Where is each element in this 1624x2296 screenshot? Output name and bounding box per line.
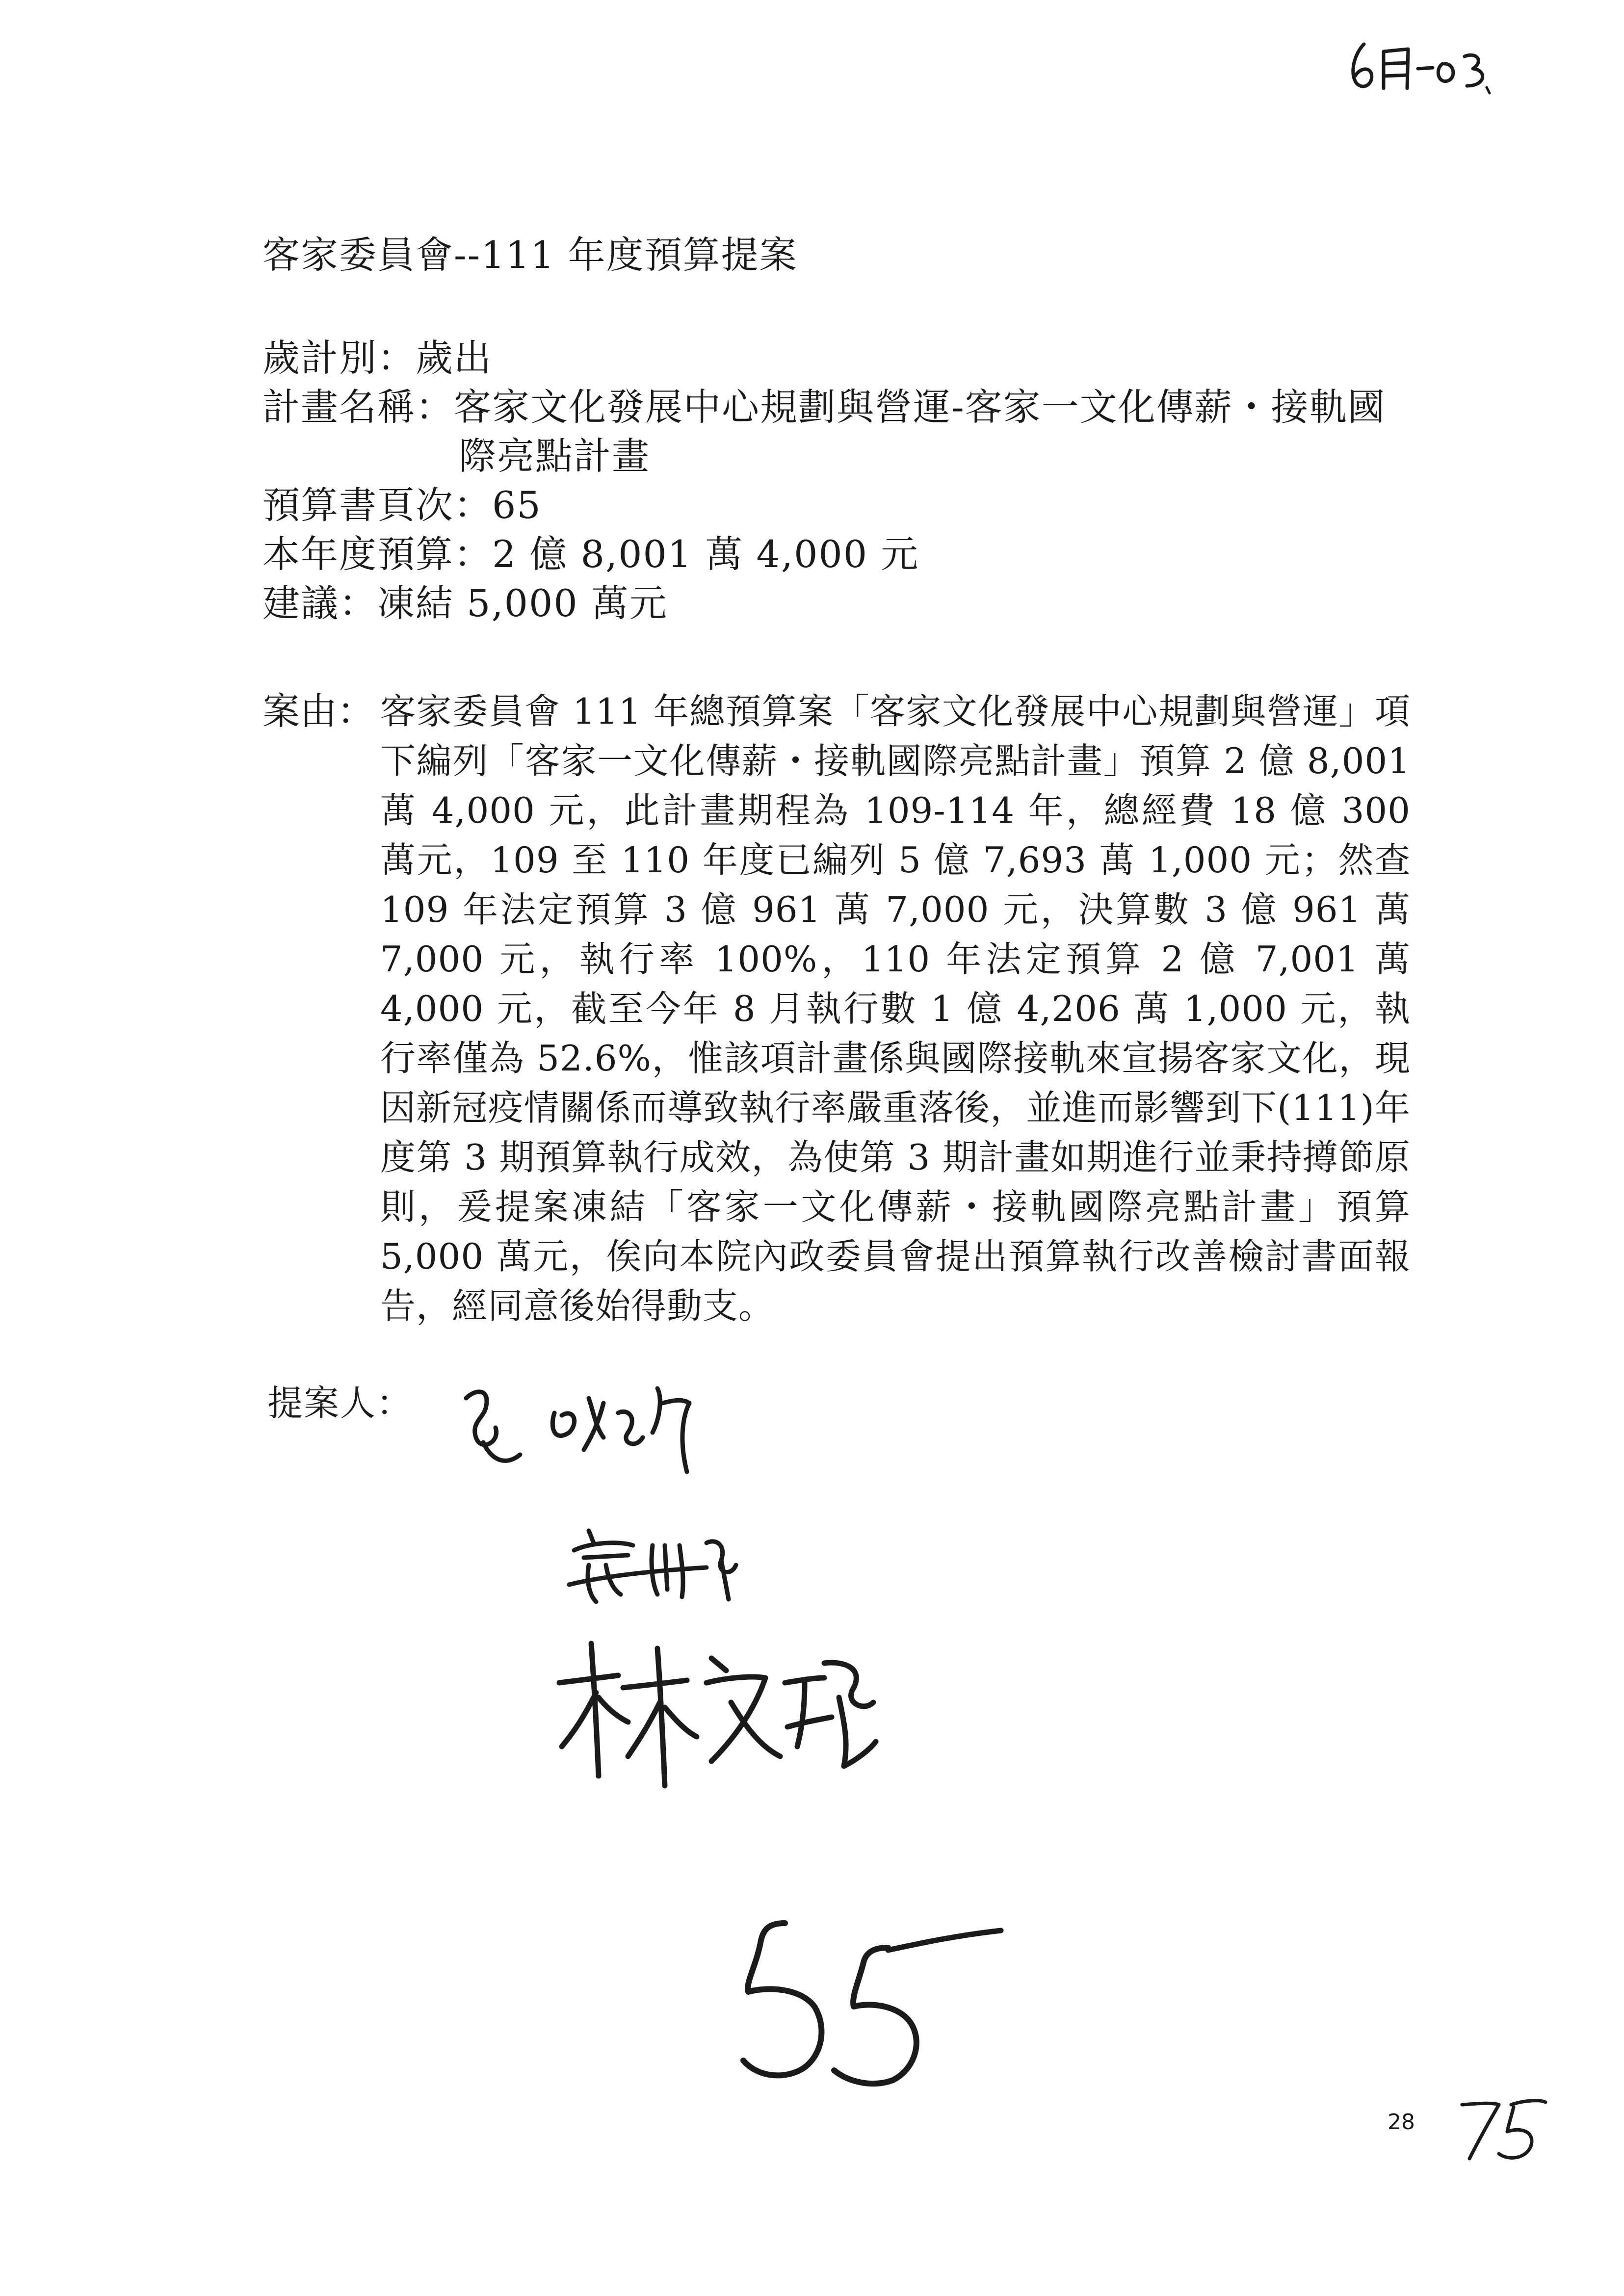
page-number: 28 — [1388, 2110, 1415, 2135]
handwritten-code-mark — [1344, 29, 1501, 103]
handwritten-page-mark — [1452, 2085, 1550, 2168]
proposer-label: 提案人： — [267, 1383, 413, 1424]
field-plan-name-value-line2: 際亮點計畫 — [459, 434, 650, 478]
signature-2 — [559, 1516, 814, 1619]
reason-label: 案由： — [262, 689, 374, 733]
field-budget-page-value: 65 — [492, 483, 542, 527]
field-plan-name — [262, 383, 1386, 432]
signature-1 — [456, 1369, 731, 1487]
field-annual-budget — [262, 530, 919, 579]
field-plan-name-label: 計畫名稱： — [262, 385, 454, 429]
field-category — [262, 334, 492, 383]
field-budget-page — [262, 481, 542, 530]
field-category-value: 歲出 — [416, 336, 492, 380]
field-annual-budget-value: 2 億 8,001 萬 4,000 元 — [492, 532, 919, 576]
reason-text: 客家委員會 111 年總預算案「客家文化發展中心規劃與營運」項下編列「客家一文化傳薪・接軌國際亮點計畫」預算 2 億 8,001 萬 4,000 元，此計畫期程為 109-114 年，總經費 18 億 300 萬元，109 至 110 年度已編列 5 億 7,693 萬 1,000 元；然查 109 年法定預算 3 億 961 萬 7,000 元，決算數 3 億 961 萬 7,000 元，執行率 100%，110 年法定預算 2 億 7,001 萬 4,000 元，截至今年 8 月執行數 1 億 4,206 萬 1,000 元，執行率僅為 52.6%，惟該項計畫係與國際接軌來宣揚客家文化，現因新冠疫情關係而導致執行率嚴重落後，並進而影響到下(111)年度第 3 期預算執行成效，為使第 3 期計畫如期進行並秉持撙節原則，爰提案凍結「客家一文化傳薪・接軌國際亮點計畫」預算 5,000 萬元，俟向本院內政委員會提出預算執行改善檢討書面報告，經同意後始得動支。 — [380, 691, 1411, 1327]
handwritten-number-55 — [726, 1913, 1040, 2110]
field-suggestion — [262, 579, 668, 628]
field-budget-page-label: 預算書頁次： — [262, 483, 492, 527]
document-title: 客家委員會--111 年度預算提案 — [262, 233, 798, 277]
field-suggestion-label: 建議： — [262, 581, 377, 625]
field-category-label: 歲計別： — [262, 336, 416, 380]
signature-3 — [550, 1629, 883, 1805]
field-plan-name-value-line1: 客家文化發展中心規劃與營運-客家一文化傳薪・接軌國 — [454, 385, 1386, 429]
field-suggestion-value: 凍結 5,000 萬元 — [377, 581, 668, 625]
field-annual-budget-label: 本年度預算： — [262, 532, 492, 576]
